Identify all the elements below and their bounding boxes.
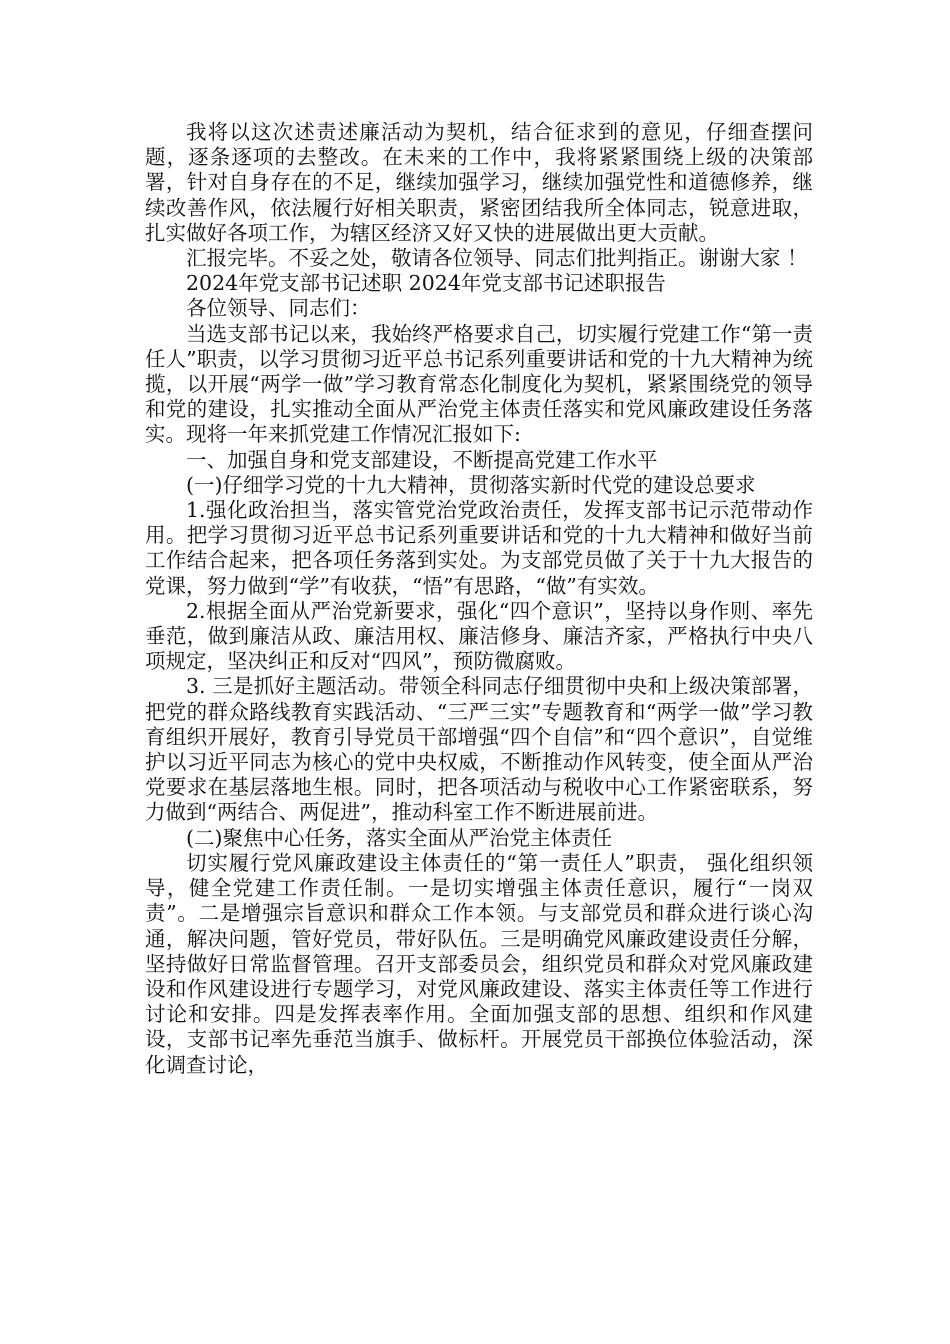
- paragraph-item-3: 3. 三是抓好主题活动。带领全科同志仔细贯彻中央和上级决策部署，把党的群众路线教育实践活动、“三严三实”专题教育和“两学一做”学习教育组织开展好，教育引导党员干部增强“四个自信”和“四个意识”，自觉维护以习近平同志为核心的党中央权威，不断推动作风转变，使全面从严治党要求在基层落地生根。同时，把各项活动与税收中心工作紧密联系，努力做到“两结合、两促进”，推动科室工作不断进展前进。: [145, 674, 813, 825]
- paragraph-commitment: 我将以这次述责述廉活动为契机，结合征求到的意见，仔细查摆问题，逐条逐项的去整改。在未来的工作中，我将紧紧围绕上级的决策部署，针对自身存在的不足，继续加强学习，继续加强党性和道德修养，继续改善作风，依法履行好相关职责，紧密团结我所全体同志，锐意进取，扎实做好各项工作，为辖区经济又好又快的进展做出更大贡献。: [145, 120, 813, 245]
- salutation: 各位领导、同志们：: [186, 296, 371, 321]
- paragraph-intro: 当选支部书记以来，我始终严格要求自己，切实履行党建工作“第一责任人”职责，以学习贯彻习近平总书记系列重要讲话和党的十九大精神为统揽，以开展“两学一做”学习教育常态化制度化为契机，紧紧围绕党的领导和党的建设，扎实推动全面从严治党主体责任落实和党风廉政建设任务落实。现将一年来抓党建工作情况汇报如下:: [145, 321, 813, 447]
- subsection-heading-1: (一)仔细学习党的十九大精神，贯彻落实新时代党的建设总要求: [186, 472, 756, 497]
- document-page: [145, 120, 813, 1078]
- paragraph-responsibility: 切实履行党风廉政建设主体责任的“第一责任人”职责， 强化组织领导，健全党建工作责任制。一是切实增强主体责任意识，履行“一岗双责”。二是增强宗旨意识和群众工作本领。与支部党员和群众进行谈心沟通，解决问题，管好党员，带好队伍。三是明确党风廉政建设责任分解，坚持做好日常监督管理。召开支部委员会，组织党员和群众对党风廉政建设和作风建设进行专题学习，对党风廉政建设、落实主体责任等工作进行讨论和安排。四是发挥表率作用。全面加强支部的思想、组织和作风建设，支部书记率先垂范当旗手、做标杆。开展党员干部换位体验活动，深化调查讨论，: [145, 850, 813, 1077]
- paragraph-item-2: 2.根据全面从严治党新要求，强化“四个意识”，坚持以身作则、率先垂范，做到廉洁从政、廉洁用权、廉洁修身、廉洁齐家，严格执行中央八项规定，坚决纠正和反对“四风”，预防微腐败。: [145, 598, 813, 674]
- subsection-heading-2: (二)聚焦中心任务，落实全面从严治党主体责任: [186, 825, 612, 850]
- paragraph-item-1: 1.强化政治担当，落实管党治党政治责任，发挥支部书记示范带动作用。把学习贯彻习近平总书记系列重要讲话和党的十九大精神和做好当前工作结合起来，把各项任务落到实处。为支部党员做了关于十九大报告的党课，努力做到“学”有收获，“悟”有思路，“做”有实效。: [145, 498, 813, 598]
- section-heading-1: 一、加强自身和党支部建设，不断提高党建工作水平: [186, 447, 658, 472]
- report-title: 2024年党支部书记述职 2024年党支部书记述职报告: [186, 271, 666, 296]
- paragraph-closing-thanks: 汇报完毕。不妥之处，敬请各位领导、同志们批判指正。谢谢大家 ！: [186, 246, 808, 271]
